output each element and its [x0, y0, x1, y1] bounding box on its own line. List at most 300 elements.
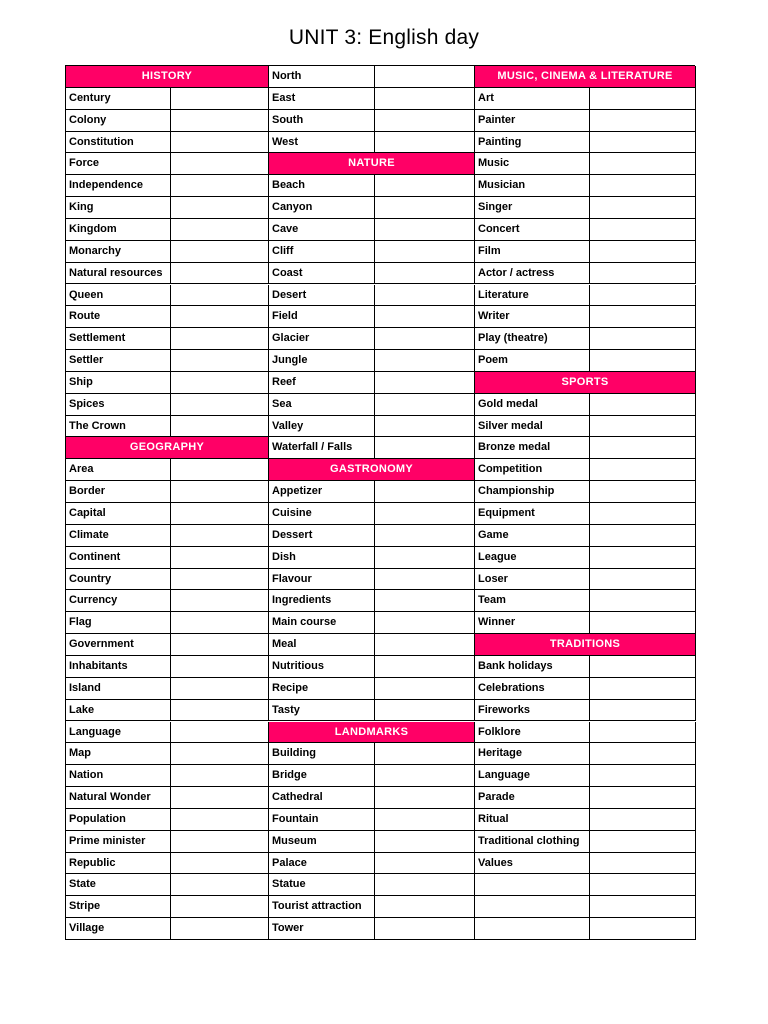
translation-answer-cell[interactable] — [376, 809, 474, 830]
vocabulary-row — [269, 219, 475, 241]
vocabulary-row — [269, 765, 475, 787]
vocabulary-term: Nutritious — [269, 656, 375, 677]
vocabulary-row — [269, 394, 475, 416]
vocabulary-row — [475, 241, 696, 263]
vocabulary-row — [475, 132, 696, 154]
vocabulary-term: Independence — [66, 175, 171, 196]
translation-answer-cell[interactable] — [172, 175, 268, 196]
section-header: TRADITIONS — [475, 634, 696, 656]
vocabulary-row — [475, 874, 696, 896]
vocabulary-row — [269, 656, 475, 678]
translation-answer-cell[interactable] — [376, 765, 474, 786]
translation-answer-cell[interactable] — [591, 722, 695, 743]
vocabulary-row — [66, 547, 269, 569]
vocabulary-row — [269, 809, 475, 831]
vocabulary-row — [475, 481, 696, 503]
vocabulary-term: Values — [475, 853, 590, 874]
vocabulary-term: Championship — [475, 481, 590, 502]
vocabulary-row — [66, 153, 269, 175]
translation-answer-cell[interactable] — [591, 459, 695, 480]
vocabulary-row — [475, 853, 696, 875]
vocabulary-row — [269, 372, 475, 394]
vocabulary-term: Border — [66, 481, 171, 502]
vocabulary-row — [269, 175, 475, 197]
vocabulary-row — [66, 612, 269, 634]
vocabulary-term: Beach — [269, 175, 375, 196]
vocabulary-term: Desert — [269, 285, 375, 306]
translation-answer-cell[interactable] — [376, 853, 474, 874]
translation-answer-cell[interactable] — [172, 394, 268, 415]
translation-answer-cell[interactable] — [376, 678, 474, 699]
translation-answer-cell[interactable] — [591, 590, 695, 611]
translation-answer-cell[interactable] — [591, 503, 695, 524]
vocabulary-row — [66, 350, 269, 372]
vocabulary-term: Dessert — [269, 525, 375, 546]
translation-answer-cell[interactable] — [591, 175, 695, 196]
vocabulary-row — [66, 372, 269, 394]
vocabulary-term: Fireworks — [475, 700, 590, 721]
section-header: GEOGRAPHY — [66, 437, 269, 459]
vocabulary-row — [269, 197, 475, 219]
translation-answer-cell[interactable] — [591, 525, 695, 546]
vocabulary-term: Game — [475, 525, 590, 546]
translation-answer-cell[interactable] — [591, 350, 695, 371]
translation-answer-cell[interactable] — [591, 241, 695, 262]
vocabulary-row — [269, 612, 475, 634]
vocabulary-term: Ship — [66, 372, 171, 393]
translation-answer-cell[interactable] — [172, 372, 268, 393]
vocabulary-row — [66, 263, 269, 285]
translation-answer-cell[interactable] — [376, 437, 474, 458]
vocabulary-term: Coast — [269, 263, 375, 284]
vocabulary-row — [66, 285, 269, 307]
vocabulary-term: Bronze medal — [475, 437, 590, 458]
vocabulary-term: State — [66, 874, 171, 895]
translation-answer-cell[interactable] — [172, 110, 268, 131]
vocabulary-term — [475, 896, 590, 917]
vocabulary-row — [475, 612, 696, 634]
vocabulary-term: The Crown — [66, 416, 171, 437]
vocabulary-row — [66, 328, 269, 350]
translation-answer-cell[interactable] — [376, 918, 474, 939]
translation-answer-cell[interactable] — [376, 547, 474, 568]
translation-answer-cell[interactable] — [172, 896, 268, 917]
vocabulary-row — [475, 88, 696, 110]
vocabulary-row — [475, 896, 696, 918]
vocabulary-row — [475, 459, 696, 481]
vocabulary-term: Island — [66, 678, 171, 699]
vocabulary-table — [65, 65, 695, 940]
vocabulary-term: Map — [66, 743, 171, 764]
translation-answer-cell[interactable] — [376, 831, 474, 852]
translation-answer-cell[interactable] — [172, 634, 268, 655]
translation-answer-cell[interactable] — [172, 831, 268, 852]
translation-answer-cell[interactable] — [172, 350, 268, 371]
vocabulary-term: Film — [475, 241, 590, 262]
section-header: HISTORY — [66, 66, 269, 88]
vocabulary-row — [269, 437, 475, 459]
translation-answer-cell[interactable] — [591, 416, 695, 437]
translation-answer-cell[interactable] — [172, 88, 268, 109]
translation-answer-cell[interactable] — [591, 809, 695, 830]
translation-answer-cell[interactable] — [376, 372, 474, 393]
translation-answer-cell[interactable] — [172, 459, 268, 480]
vocabulary-row — [66, 896, 269, 918]
vocabulary-term: Competition — [475, 459, 590, 480]
translation-answer-cell[interactable] — [172, 285, 268, 306]
vocabulary-row — [66, 831, 269, 853]
translation-answer-cell[interactable] — [172, 918, 268, 939]
vocabulary-term: Bank holidays — [475, 656, 590, 677]
vocabulary-row — [475, 437, 696, 459]
translation-answer-cell[interactable] — [591, 132, 695, 153]
vocabulary-term: Inhabitants — [66, 656, 171, 677]
translation-answer-cell[interactable] — [376, 525, 474, 546]
vocabulary-row — [66, 416, 269, 438]
vocabulary-row — [475, 700, 696, 722]
translation-answer-cell[interactable] — [376, 787, 474, 808]
vocabulary-column-1 — [66, 66, 269, 940]
vocabulary-term: Loser — [475, 569, 590, 590]
vocabulary-row — [269, 306, 475, 328]
vocabulary-term: Route — [66, 306, 171, 327]
vocabulary-row — [475, 590, 696, 612]
vocabulary-term: Recipe — [269, 678, 375, 699]
vocabulary-term: Colony — [66, 110, 171, 131]
translation-answer-cell[interactable] — [591, 437, 695, 458]
vocabulary-row — [475, 765, 696, 787]
vocabulary-row — [269, 416, 475, 438]
vocabulary-row — [66, 787, 269, 809]
translation-answer-cell[interactable] — [376, 241, 474, 262]
translation-answer-cell[interactable] — [376, 656, 474, 677]
translation-answer-cell[interactable] — [376, 590, 474, 611]
vocabulary-term: Play (theatre) — [475, 328, 590, 349]
vocabulary-row — [66, 656, 269, 678]
vocabulary-term: Concert — [475, 219, 590, 240]
vocabulary-row — [269, 350, 475, 372]
translation-answer-cell[interactable] — [172, 219, 268, 240]
translation-answer-cell[interactable] — [591, 853, 695, 874]
translation-answer-cell[interactable] — [376, 503, 474, 524]
vocabulary-row — [269, 481, 475, 503]
vocabulary-row — [475, 110, 696, 132]
vocabulary-term: Government — [66, 634, 171, 655]
translation-answer-cell[interactable] — [591, 765, 695, 786]
vocabulary-term: Cave — [269, 219, 375, 240]
vocabulary-term: Fountain — [269, 809, 375, 830]
vocabulary-row — [269, 743, 475, 765]
translation-answer-cell[interactable] — [376, 874, 474, 895]
vocabulary-term: Settlement — [66, 328, 171, 349]
vocabulary-term: Singer — [475, 197, 590, 218]
vocabulary-term: Country — [66, 569, 171, 590]
vocabulary-term: Art — [475, 88, 590, 109]
translation-answer-cell[interactable] — [172, 787, 268, 808]
vocabulary-term: Natural Wonder — [66, 787, 171, 808]
translation-answer-cell[interactable] — [376, 700, 474, 721]
translation-answer-cell[interactable] — [591, 110, 695, 131]
vocabulary-row — [66, 306, 269, 328]
translation-answer-cell[interactable] — [376, 481, 474, 502]
translation-answer-cell[interactable] — [591, 306, 695, 327]
section-header: MUSIC, CINEMA & LITERATURE — [475, 66, 696, 88]
vocabulary-row — [269, 503, 475, 525]
vocabulary-row — [269, 700, 475, 722]
vocabulary-row — [475, 416, 696, 438]
translation-answer-cell[interactable] — [376, 569, 474, 590]
translation-answer-cell[interactable] — [376, 743, 474, 764]
vocabulary-row — [475, 219, 696, 241]
vocabulary-term: Silver medal — [475, 416, 590, 437]
translation-answer-cell[interactable] — [376, 285, 474, 306]
translation-answer-cell[interactable] — [591, 88, 695, 109]
vocabulary-term: Waterfall / Falls — [269, 437, 375, 458]
vocabulary-row — [475, 831, 696, 853]
vocabulary-term: South — [269, 110, 375, 131]
translation-answer-cell[interactable] — [591, 896, 695, 917]
translation-answer-cell[interactable] — [172, 809, 268, 830]
translation-answer-cell[interactable] — [172, 153, 268, 174]
translation-answer-cell[interactable] — [591, 656, 695, 677]
vocabulary-term: Prime minister — [66, 831, 171, 852]
vocabulary-column-3 — [475, 66, 696, 940]
translation-answer-cell[interactable] — [376, 896, 474, 917]
translation-answer-cell[interactable] — [591, 612, 695, 633]
translation-answer-cell[interactable] — [591, 547, 695, 568]
vocabulary-term: Constitution — [66, 132, 171, 153]
vocabulary-row — [66, 132, 269, 154]
translation-answer-cell[interactable] — [172, 525, 268, 546]
translation-answer-cell[interactable] — [172, 874, 268, 895]
translation-answer-cell[interactable] — [172, 656, 268, 677]
translation-answer-cell[interactable] — [376, 328, 474, 349]
translation-answer-cell[interactable] — [172, 197, 268, 218]
vocabulary-row — [269, 874, 475, 896]
vocabulary-row — [66, 481, 269, 503]
vocabulary-row — [66, 110, 269, 132]
vocabulary-row — [66, 874, 269, 896]
vocabulary-term: Population — [66, 809, 171, 830]
translation-answer-cell[interactable] — [172, 241, 268, 262]
translation-answer-cell[interactable] — [591, 285, 695, 306]
vocabulary-term: Valley — [269, 416, 375, 437]
translation-answer-cell[interactable] — [591, 874, 695, 895]
vocabulary-term: Celebrations — [475, 678, 590, 699]
translation-answer-cell[interactable] — [591, 197, 695, 218]
translation-answer-cell[interactable] — [172, 612, 268, 633]
translation-answer-cell[interactable] — [376, 634, 474, 655]
vocabulary-term: Queen — [66, 285, 171, 306]
vocabulary-row — [475, 394, 696, 416]
vocabulary-row — [475, 918, 696, 940]
translation-answer-cell[interactable] — [172, 678, 268, 699]
translation-answer-cell[interactable] — [376, 132, 474, 153]
vocabulary-term: Team — [475, 590, 590, 611]
vocabulary-term: Monarchy — [66, 241, 171, 262]
vocabulary-term: Writer — [475, 306, 590, 327]
vocabulary-row — [66, 241, 269, 263]
translation-answer-cell[interactable] — [172, 700, 268, 721]
vocabulary-term: Language — [475, 765, 590, 786]
vocabulary-column-2 — [269, 66, 475, 940]
translation-answer-cell[interactable] — [376, 66, 474, 87]
translation-answer-cell[interactable] — [172, 569, 268, 590]
vocabulary-term: Climate — [66, 525, 171, 546]
vocabulary-term: Spices — [66, 394, 171, 415]
vocabulary-term: Cathedral — [269, 787, 375, 808]
vocabulary-term: Building — [269, 743, 375, 764]
vocabulary-row — [269, 263, 475, 285]
translation-answer-cell[interactable] — [591, 831, 695, 852]
vocabulary-term: Parade — [475, 787, 590, 808]
vocabulary-row — [66, 700, 269, 722]
translation-answer-cell[interactable] — [376, 416, 474, 437]
vocabulary-row — [66, 590, 269, 612]
translation-answer-cell[interactable] — [376, 350, 474, 371]
section-header: GASTRONOMY — [269, 459, 475, 481]
translation-answer-cell[interactable] — [591, 569, 695, 590]
vocabulary-term: Cliff — [269, 241, 375, 262]
vocabulary-term: Tower — [269, 918, 375, 939]
translation-answer-cell[interactable] — [172, 722, 268, 743]
translation-answer-cell[interactable] — [376, 219, 474, 240]
vocabulary-row — [269, 66, 475, 88]
translation-answer-cell[interactable] — [172, 328, 268, 349]
translation-answer-cell[interactable] — [172, 590, 268, 611]
vocabulary-row — [475, 743, 696, 765]
vocabulary-term: Winner — [475, 612, 590, 633]
vocabulary-row — [475, 569, 696, 591]
vocabulary-term: Main course — [269, 612, 375, 633]
vocabulary-term: League — [475, 547, 590, 568]
vocabulary-row — [66, 918, 269, 940]
translation-answer-cell[interactable] — [591, 700, 695, 721]
translation-answer-cell[interactable] — [591, 153, 695, 174]
vocabulary-row — [475, 285, 696, 307]
vocabulary-row — [269, 110, 475, 132]
vocabulary-term: King — [66, 197, 171, 218]
vocabulary-row — [269, 285, 475, 307]
vocabulary-term: Painting — [475, 132, 590, 153]
vocabulary-row — [66, 809, 269, 831]
vocabulary-term: Area — [66, 459, 171, 480]
vocabulary-term: Republic — [66, 853, 171, 874]
vocabulary-term: Statue — [269, 874, 375, 895]
translation-answer-cell[interactable] — [172, 132, 268, 153]
translation-answer-cell[interactable] — [376, 612, 474, 633]
translation-answer-cell[interactable] — [172, 765, 268, 786]
vocabulary-term: Poem — [475, 350, 590, 371]
vocabulary-row — [269, 918, 475, 940]
vocabulary-row — [269, 328, 475, 350]
vocabulary-term: Flag — [66, 612, 171, 633]
vocabulary-term: East — [269, 88, 375, 109]
translation-answer-cell[interactable] — [172, 547, 268, 568]
vocabulary-term: Tasty — [269, 700, 375, 721]
translation-answer-cell[interactable] — [591, 219, 695, 240]
vocabulary-term: Reef — [269, 372, 375, 393]
translation-answer-cell[interactable] — [376, 306, 474, 327]
vocabulary-term: Century — [66, 88, 171, 109]
vocabulary-term: Tourist attraction — [269, 896, 375, 917]
vocabulary-term: Canyon — [269, 197, 375, 218]
vocabulary-term: Cuisine — [269, 503, 375, 524]
translation-answer-cell[interactable] — [376, 110, 474, 131]
vocabulary-term: Jungle — [269, 350, 375, 371]
translation-answer-cell[interactable] — [172, 263, 268, 284]
vocabulary-row — [475, 153, 696, 175]
translation-answer-cell[interactable] — [376, 263, 474, 284]
vocabulary-term: Force — [66, 153, 171, 174]
translation-answer-cell[interactable] — [376, 394, 474, 415]
translation-answer-cell[interactable] — [591, 263, 695, 284]
vocabulary-row — [475, 350, 696, 372]
vocabulary-term: Folklore — [475, 722, 590, 743]
vocabulary-row — [269, 896, 475, 918]
translation-answer-cell[interactable] — [591, 678, 695, 699]
translation-answer-cell[interactable] — [591, 918, 695, 939]
vocabulary-term: Currency — [66, 590, 171, 611]
translation-answer-cell[interactable] — [591, 394, 695, 415]
vocabulary-term: Actor / actress — [475, 263, 590, 284]
translation-answer-cell[interactable] — [172, 306, 268, 327]
translation-answer-cell[interactable] — [172, 481, 268, 502]
translation-answer-cell[interactable] — [172, 853, 268, 874]
vocabulary-row — [269, 88, 475, 110]
vocabulary-term: Equipment — [475, 503, 590, 524]
vocabulary-term: Appetizer — [269, 481, 375, 502]
vocabulary-row — [66, 765, 269, 787]
vocabulary-term: Traditional clothing — [475, 831, 590, 852]
vocabulary-row — [475, 503, 696, 525]
translation-answer-cell[interactable] — [172, 743, 268, 764]
vocabulary-term: Literature — [475, 285, 590, 306]
vocabulary-term: Field — [269, 306, 375, 327]
vocabulary-row — [269, 590, 475, 612]
vocabulary-term: Musician — [475, 175, 590, 196]
vocabulary-row — [269, 634, 475, 656]
vocabulary-row — [475, 678, 696, 700]
translation-answer-cell[interactable] — [376, 175, 474, 196]
translation-answer-cell[interactable] — [172, 503, 268, 524]
vocabulary-row — [66, 394, 269, 416]
vocabulary-term: Settler — [66, 350, 171, 371]
vocabulary-term: North — [269, 66, 375, 87]
translation-answer-cell[interactable] — [591, 481, 695, 502]
translation-answer-cell[interactable] — [376, 88, 474, 109]
vocabulary-row — [475, 263, 696, 285]
section-header: NATURE — [269, 153, 475, 175]
vocabulary-term — [475, 918, 590, 939]
vocabulary-row — [475, 656, 696, 678]
vocabulary-row — [475, 306, 696, 328]
vocabulary-term: Palace — [269, 853, 375, 874]
translation-answer-cell[interactable] — [376, 197, 474, 218]
vocabulary-term: Gold medal — [475, 394, 590, 415]
page-title: UNIT 3: English day — [288, 26, 480, 49]
vocabulary-row — [66, 175, 269, 197]
vocabulary-term: Ingredients — [269, 590, 375, 611]
translation-answer-cell[interactable] — [172, 416, 268, 437]
vocabulary-term: Glacier — [269, 328, 375, 349]
section-header: SPORTS — [475, 372, 696, 394]
translation-answer-cell[interactable] — [591, 787, 695, 808]
vocabulary-term: Flavour — [269, 569, 375, 590]
translation-answer-cell[interactable] — [591, 328, 695, 349]
vocabulary-row — [66, 569, 269, 591]
translation-answer-cell[interactable] — [591, 743, 695, 764]
